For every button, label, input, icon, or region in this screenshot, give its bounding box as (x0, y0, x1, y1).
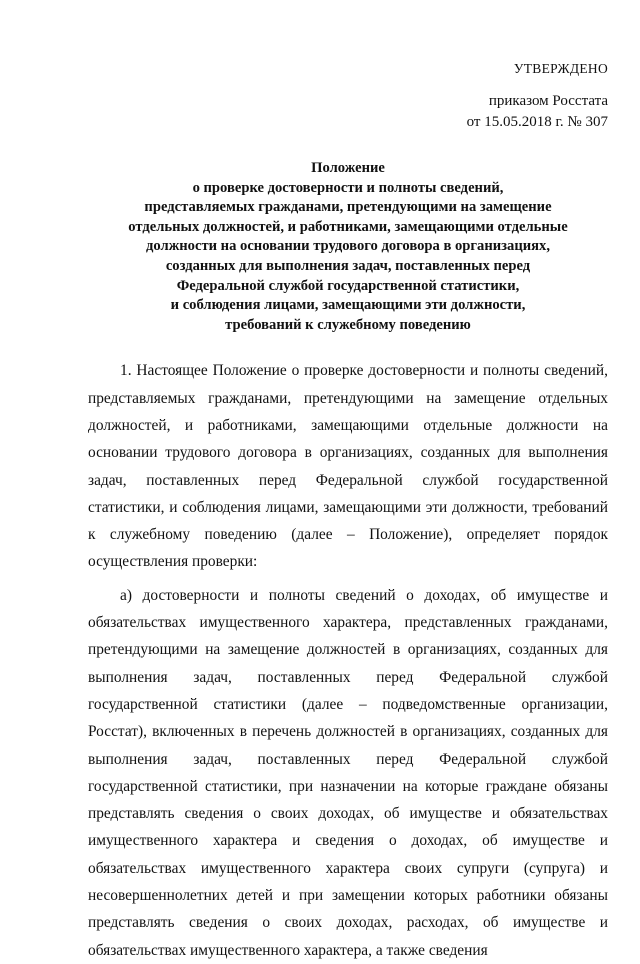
title-line: требований к служебному поведению (225, 316, 471, 333)
approval-stamp (88, 58, 608, 133)
order-line-1: приказом Росстата (488, 93, 608, 109)
title-line: созданных для выполнения задач, поставленных перед (165, 257, 531, 274)
document-title (88, 159, 608, 335)
body-paragraph: 1. Настоящее Положение о проверке достоверности и полноты сведений, представляемых гражданами, претендующими на замещение отдельных должностей, и работниками, замещающими отдельные должности на основании трудового договора в организациях, созданных для выполнения задач, поставленных перед Федеральной службой государственной статистики, и соблюдения лицами, замещающими эти должности, требований к служебному поведению (далее – Положение), определяет порядок осуществления проверки: (88, 362, 608, 571)
title-line: Федеральной службой государственной статистики, (176, 277, 520, 294)
title-line: представляемых гражданами, претендующими на замещение (144, 199, 552, 216)
title-line: отдельных должностей, и работниками, замещающими отдельные (128, 218, 568, 235)
title-line: о проверке достоверности и полноты сведений, (192, 179, 504, 196)
document-body (88, 357, 608, 964)
title-line: должности на основании трудового договора в организациях, (146, 238, 550, 255)
title-line: Положение (311, 160, 385, 176)
title-line: и соблюдения лицами, замещающими эти должности, (170, 297, 526, 314)
body-paragraph: а) достоверности и полноты сведений о доходах, об имуществе и обязательствах имущественного характера, представленных гражданами, претендующими на замещение должностей в организациях, созданных для выполнения задач, поставленных перед Федеральной службой государственной статистики (далее – подведомственные организации, Росстат), включенных в перечень должностей в организациях, созданных для выполнения задач, поставленных перед Федеральной службой государственной статистики, при назначении на которые граждане обязаны представлять сведения о своих доходах, об имуществе и обязательствах имущественного характера и сведения о доходах, об имуществе и обязательствах имущественного характера своих супруги (супруга) и несовершеннолетних детей и при замещении которых работники обязаны представлять сведения о своих доходах, расходах, об имуществе и обязательствах имущественного характера, а также сведения (88, 586, 608, 959)
order-line-2: от 15.05.2018 г. № 307 (466, 114, 608, 130)
approved-label: УТВЕРЖДЕНО (513, 61, 608, 76)
